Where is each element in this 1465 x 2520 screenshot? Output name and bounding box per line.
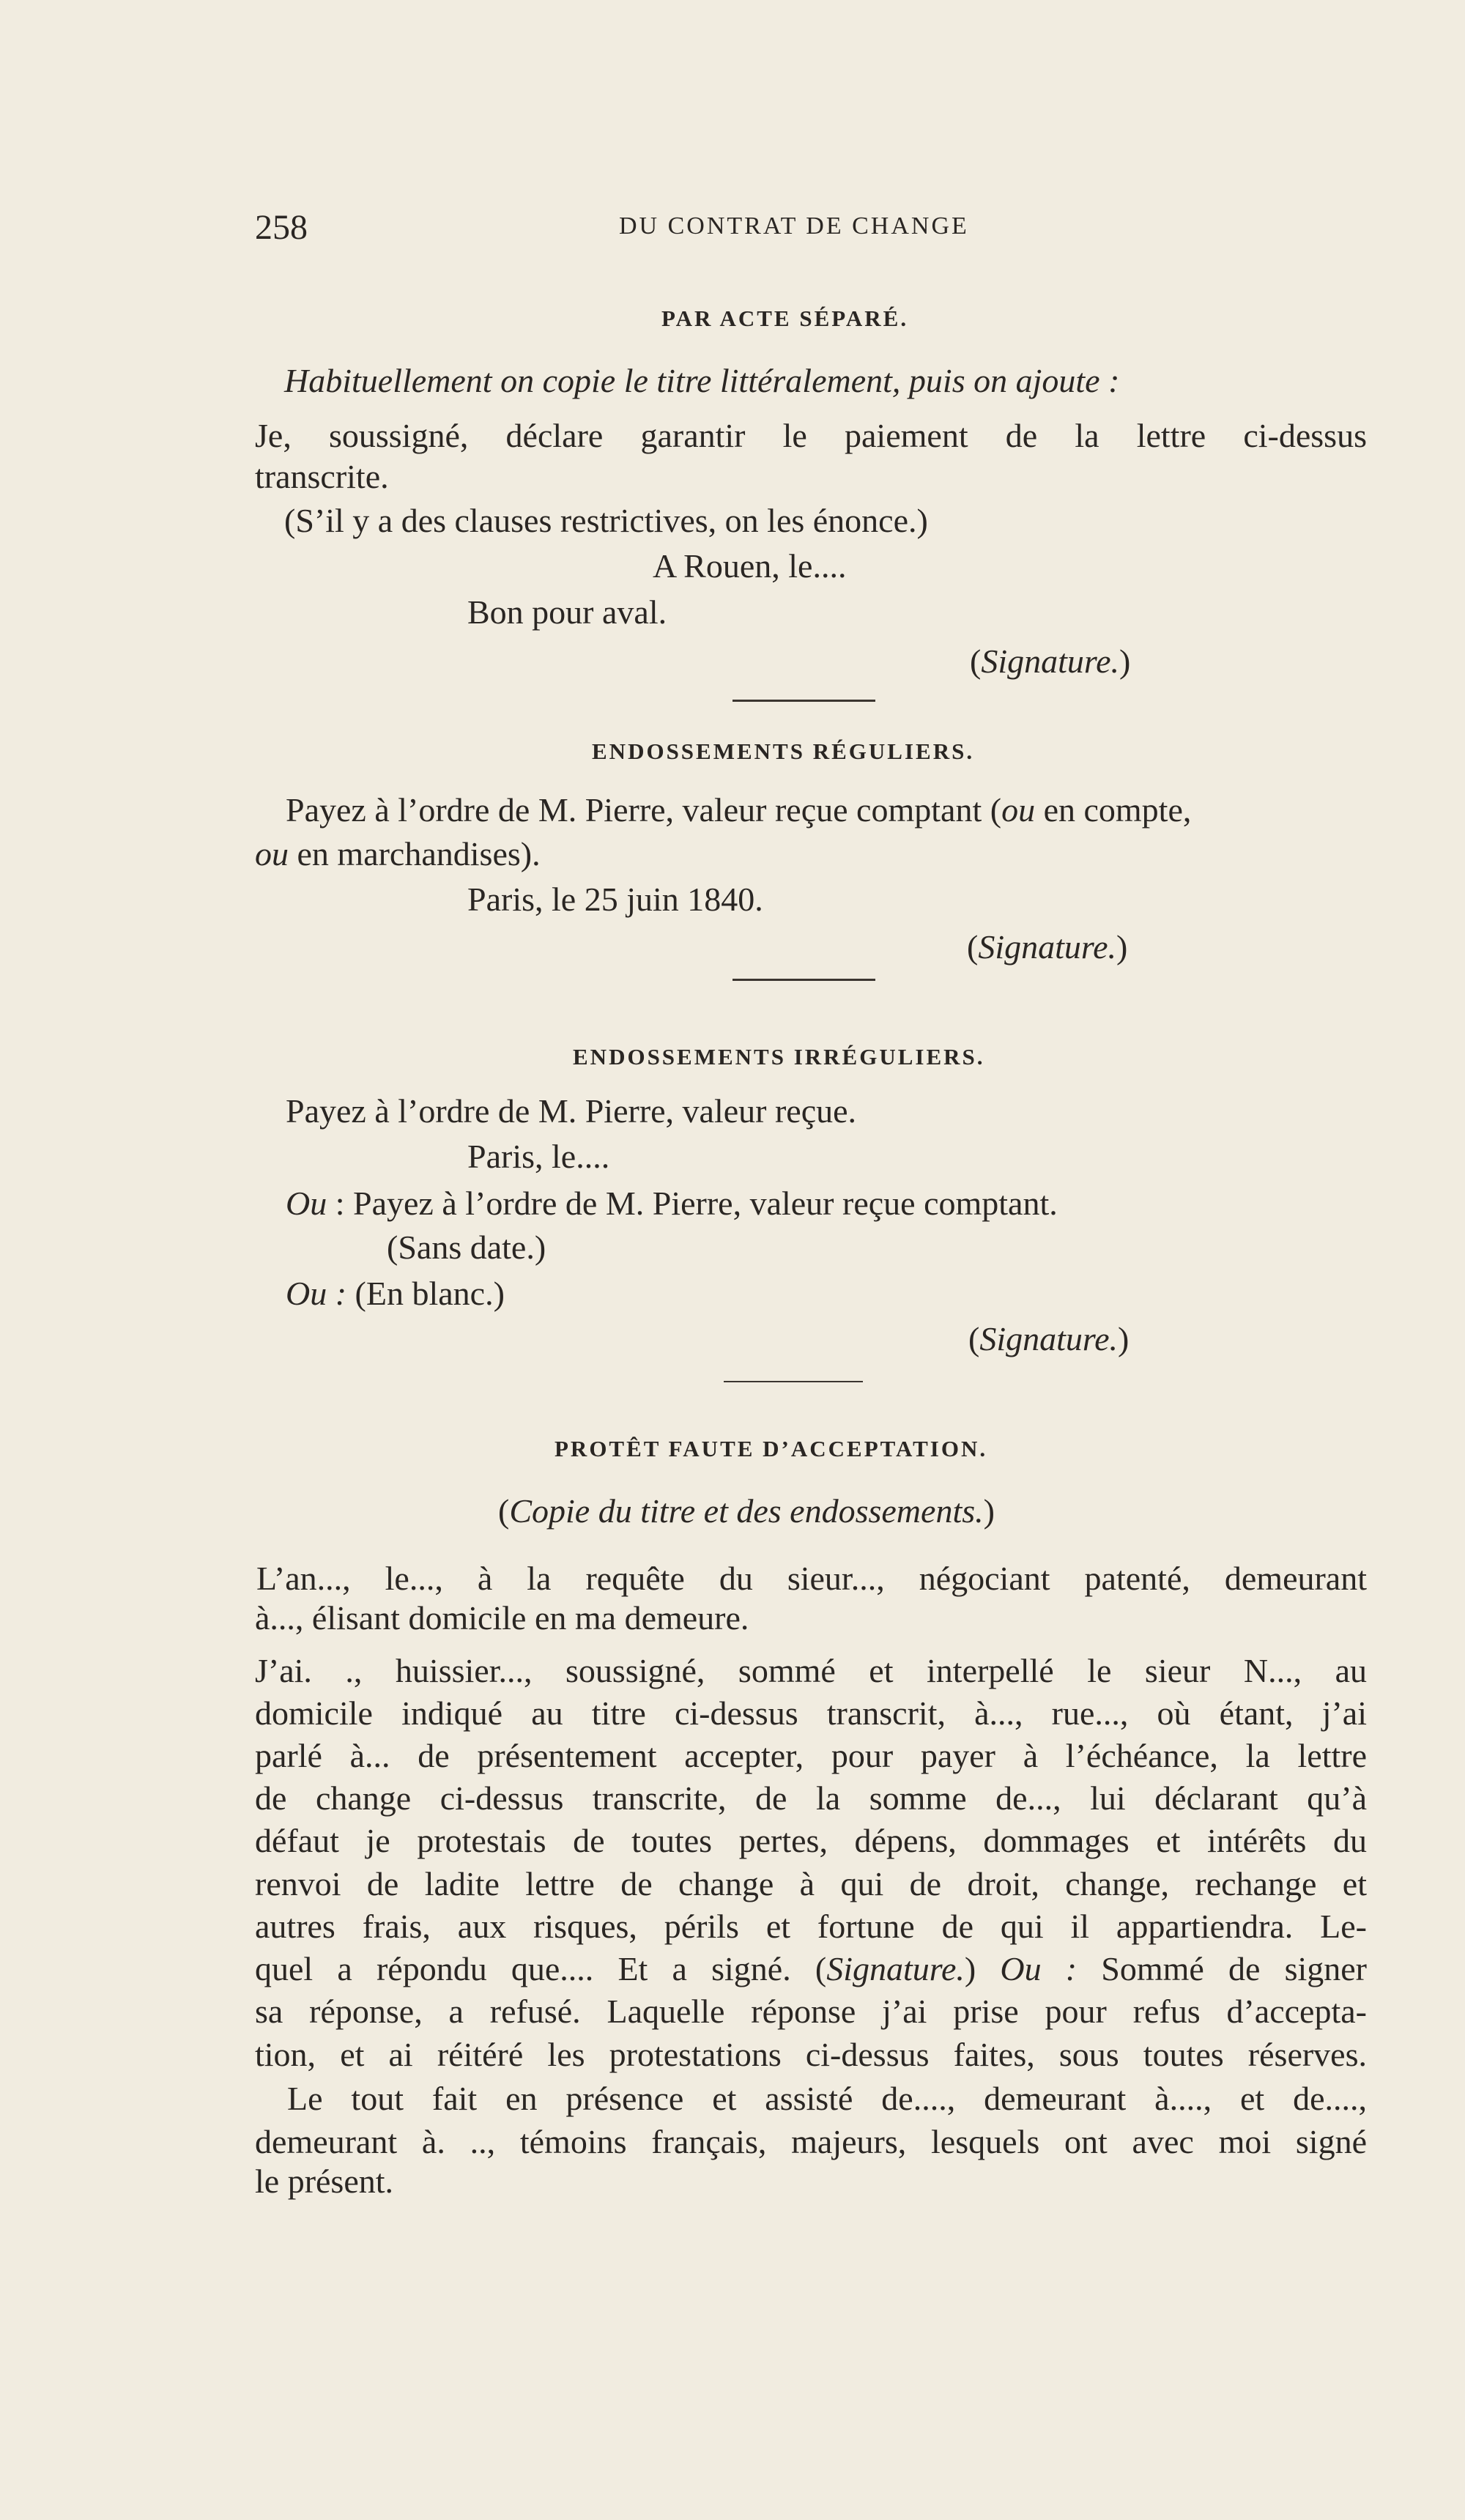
text-part-ou: ou xyxy=(255,835,289,872)
protest-p2-line1: J’ai. ., huissier..., soussigné, sommé et interpellé le sieur N..., au xyxy=(255,1652,1367,1689)
heading-protest: PROTÊT FAUTE D’ACCEPTATION. xyxy=(555,1436,988,1461)
protest-p1-line1: L’an..., le..., à la requête du sieur..., négociant patenté, demeurant xyxy=(256,1560,1367,1597)
copy-text: Copie du titre et des endossements. xyxy=(509,1492,984,1530)
protest-p2-line2: domicile indiqué au titre ci-dessus transcrit, à..., rue..., où étant, j’ai xyxy=(255,1694,1367,1732)
text-part-ou: Ou : xyxy=(286,1275,347,1312)
text-part: : Payez à l’ordre de M. Pierre, valeur reçue comptant. xyxy=(327,1185,1058,1222)
separate-intro: Habituellement on copie le titre littéralement, puis on ajoute : xyxy=(284,362,1120,399)
heading-regular: ENDOSSEMENTS RÉGULIERS. xyxy=(592,738,975,764)
separate-signature: (Signature.) xyxy=(970,642,1131,680)
divider xyxy=(724,1381,863,1382)
text-part: ) xyxy=(964,1950,1001,1987)
protest-copy: (Copie du titre et des endossements.) xyxy=(498,1492,995,1530)
heading-separate: PAR ACTE SÉPARÉ. xyxy=(661,305,909,331)
protest-p1-line2: à..., élisant domicile en ma demeure. xyxy=(255,1599,749,1637)
signature-text: Signature. xyxy=(826,1950,965,1987)
regular-line1 xyxy=(286,793,1191,827)
regular-date: Paris, le 25 juin 1840. xyxy=(467,881,763,918)
protest-p2-line3: parlé à... de présentement accepter, pour payer à l’échéance, la lettre xyxy=(255,1737,1367,1774)
regular-signature: (Signature.) xyxy=(967,928,1128,966)
page-number: 258 xyxy=(255,208,308,247)
text-part-ou: Ou xyxy=(286,1185,327,1222)
separate-place: A Rouen, le.... xyxy=(653,547,847,585)
protest-p3-line3: le présent. xyxy=(255,2163,394,2200)
text-part: (En blanc.) xyxy=(346,1275,505,1312)
protest-p2-line4: de change ci-dessus transcrite, de la somme de..., lui déclarant qu’à xyxy=(255,1779,1367,1817)
text-part-ou: Ou : xyxy=(1000,1950,1078,1987)
separate-aval: Bon pour aval. xyxy=(467,593,667,631)
protest-p2-line8 xyxy=(255,1949,1367,1988)
irregular-alt2 xyxy=(286,1277,505,1311)
divider xyxy=(732,979,875,981)
irregular-signature: (Signature.) xyxy=(968,1320,1130,1357)
text-part: Sommé de signer xyxy=(1077,1950,1367,1987)
heading-irregular: ENDOSSEMENTS IRRÉGULIERS. xyxy=(573,1044,985,1070)
protest-p2-line9: sa réponse, a refusé. Laquelle réponse j’ai prise pour refus d’accepta- xyxy=(255,1993,1367,2030)
separate-line2: transcrite. xyxy=(255,458,389,495)
protest-p3-line1: Le tout fait en présence et assisté de...., demeurant à...., et de...., xyxy=(287,2080,1367,2117)
protest-p2-line5: défaut je protestais de toutes pertes, dépens, dommages et intérêts du xyxy=(255,1822,1367,1859)
text-part: en compte, xyxy=(1035,791,1192,829)
regular-line2 xyxy=(255,837,541,871)
protest-p2-line10: tion, et ai réitéré les protestations ci-dessus faites, sous toutes réserves. xyxy=(255,2036,1367,2073)
protest-p2-line7: autres frais, aux risques, périls et fortune de qui il appartiendra. Le- xyxy=(255,1908,1367,1945)
irregular-date: Paris, le.... xyxy=(467,1138,610,1175)
irregular-nodate: (Sans date.) xyxy=(387,1228,546,1266)
text-part: quel a répondu que.... Et a signé. ( xyxy=(255,1950,827,1987)
signature-text: Signature. xyxy=(979,1320,1118,1357)
protest-p2-line6: renvoi de ladite lettre de change à qui de droit, change, rechange et xyxy=(255,1865,1367,1902)
running-title: DU CONTRAT DE CHANGE xyxy=(619,212,969,240)
text-part: Payez à l’ordre de M. Pierre, valeur reçue comptant ( xyxy=(286,791,1002,829)
separate-line3: (S’il y a des clauses restrictives, on les énonce.) xyxy=(284,502,928,539)
divider xyxy=(732,700,875,702)
text-part-ou: ou xyxy=(1001,791,1036,829)
irregular-alt1 xyxy=(286,1187,1058,1220)
separate-line1: Je, soussigné, déclare garantir le paiement de la lettre ci-dessus xyxy=(255,417,1367,454)
irregular-line1: Payez à l’ordre de M. Pierre, valeur reçue. xyxy=(286,1092,857,1130)
protest-p3-line2: demeurant à. .., témoins français, majeurs, lesquels ont avec moi signé xyxy=(255,2123,1367,2160)
signature-text: Signature. xyxy=(978,928,1116,966)
text-part: en marchandises). xyxy=(289,835,541,872)
signature-text: Signature. xyxy=(981,642,1119,680)
